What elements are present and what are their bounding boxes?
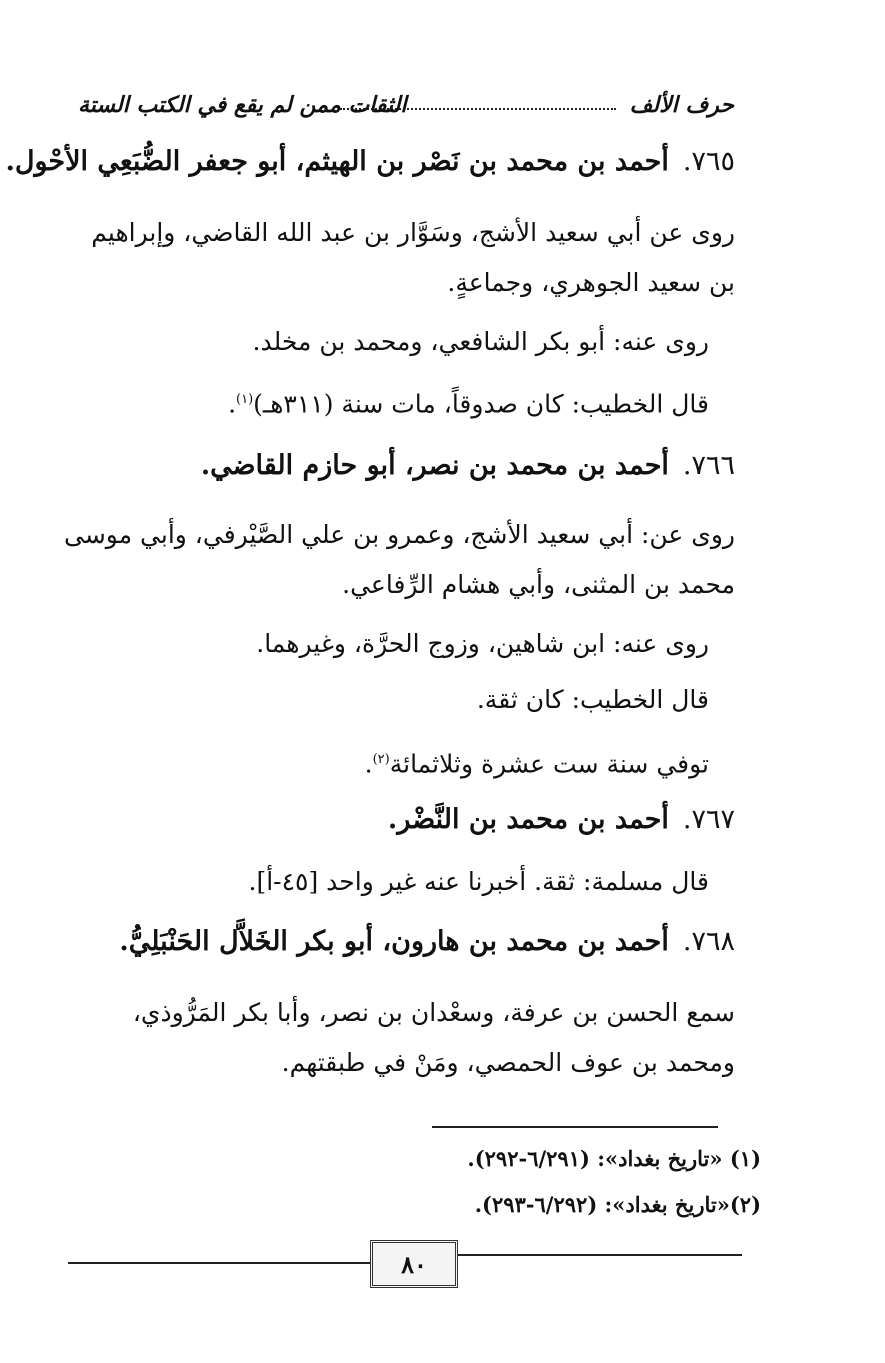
entry-line: روى عنه: أبو بكر الشافعي، ومحمد بن مخلد. (252, 327, 709, 356)
running-header (78, 88, 734, 128)
entry-line: قال الخطيب: كان ثقة. (476, 685, 709, 714)
entry-paragraph: سمع الحسن بن عرفة، وسعْدان بن نصر، وأبا بكر المَرُّوذي، ومحمد بن عوف الحمصي، ومَنْ في طبقتهم. (132, 998, 735, 1077)
entry-line-text: قال الخطيب: كان صدوقاً، مات سنة (٣١١هـ) (253, 389, 709, 419)
entry-number: ٧٦٦. (682, 450, 735, 481)
footnote-marker: (٢) (372, 752, 390, 767)
footer-rule-left (68, 1262, 370, 1264)
header-book-title: الثقات ممن لم يقع في الكتب الستة (78, 92, 407, 118)
entry-line: قال مسلمة: ثقة. أخبرنا عنه غير واحد [٤٥-أ]. (248, 867, 709, 896)
footer-rule-right (452, 1254, 742, 1256)
entry-name: أحمد بن محمد بن النَّضْر. (387, 804, 669, 835)
entry-line: روى عنه: ابن شاهين، وزوج الحرَّة، وغيرهما. (256, 629, 709, 658)
entry-heading (5, 142, 735, 182)
entry-heading (60, 800, 735, 840)
footnote: (٢)«تاريخ بغداد»: (٦/٢٩٢-٢٩٣). (474, 1192, 761, 1217)
entry-paragraph: روى عن أبي سعيد الأشج، وسَوَّار بن عبد الله القاضي، وإبراهيم بن سعيد الجوهري، وجماعةٍ. (91, 218, 735, 297)
footnote-marker: (١) (236, 392, 254, 407)
line-stop: . (228, 389, 237, 419)
footnote: (١) «تاريخ بغداد»: (٦/٢٩١-٢٩٢). (467, 1146, 761, 1171)
header-section: حرف الألف (629, 92, 734, 118)
entry-paragraph: روى عن: أبي سعيد الأشج، وعمرو بن علي الصَّيْرفي، وأبي موسى محمد بن المثنى، وأبي هشام الرِّفاعي. (64, 520, 735, 599)
footnote-rule (432, 1126, 718, 1128)
entry-number: ٧٦٥. (682, 146, 735, 177)
entry-line (60, 380, 709, 424)
entry-heading (60, 922, 735, 962)
entry-name: أحمد بن محمد بن نَصْر بن الهيثم، أبو جعفر الضُّبَعِي الأحْول. (5, 146, 669, 177)
line-stop: . (364, 749, 373, 779)
entry-name: أحمد بن محمد بن نصر، أبو حازم القاضي. (200, 450, 669, 481)
entry-heading (60, 446, 735, 486)
entry-number: ٧٦٨. (682, 926, 735, 957)
entry-line-text: توفي سنة ست عشرة وثلاثمائة (389, 749, 709, 779)
page-number-box (370, 1240, 458, 1288)
entry-line (60, 740, 709, 784)
page-number: ٨٠ (401, 1249, 427, 1279)
entry-name: أحمد بن محمد بن هارون، أبو بكر الخَلاَّل الحَنْبَلِيُّ. (119, 926, 669, 957)
entry-number: ٧٦٧. (682, 804, 735, 835)
